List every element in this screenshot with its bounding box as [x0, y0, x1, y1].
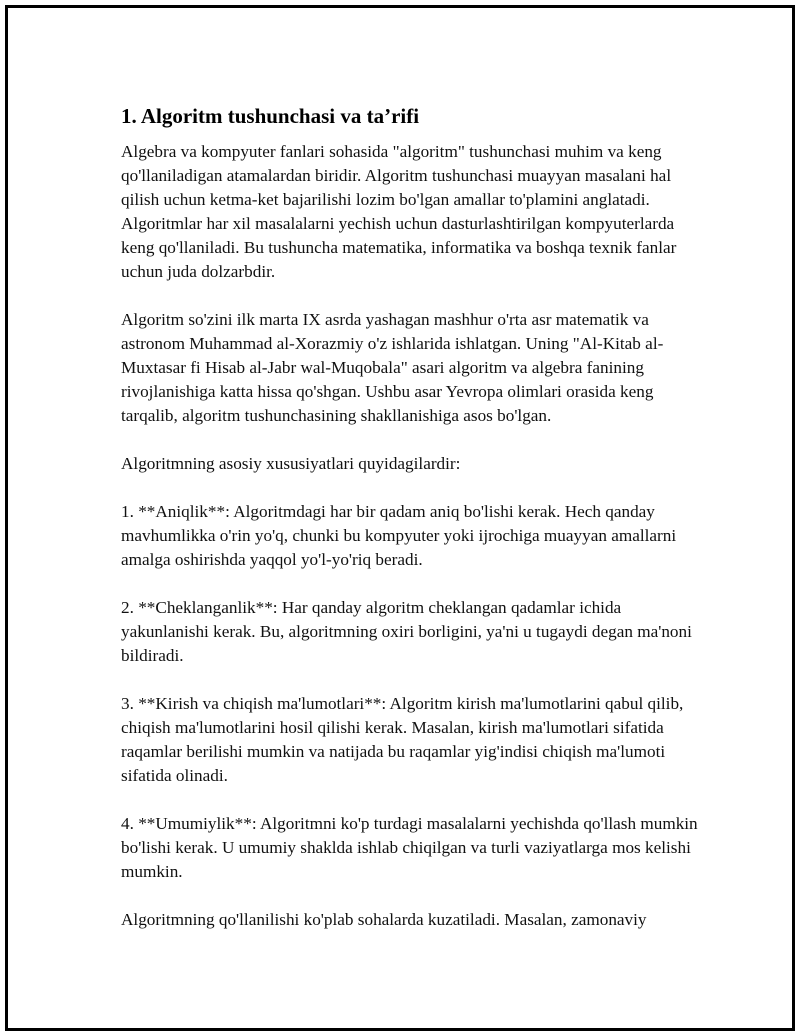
list-item-umumiylik: 4. **Umumiylik**: Algoritmni ko'p turdagi masalalarni yechishda qo'llash mumkin bo'lishi kerak. U umumiy shaklda ishlab chiqilgan va turli vaziyatlarga mos kelishi mumkin. [121, 814, 698, 881]
list-item-cheklanganlik: 2. **Cheklanganlik**: Har qanday algoritm cheklangan qadamlar ichida yakunlanishi kerak. Bu, algoritmning oxiri borligini, ya'ni u tugaydi degan ma'noni bildiradi. [121, 598, 692, 665]
page-frame [5, 5, 795, 1031]
list-item-aniqlik: 1. **Aniqlik**: Algoritmdagi har bir qadam aniq bo'lishi kerak. Hech qanday mavhumlikka o'rin yo'q, chunki bu kompyuter yoki ijrochiga muayyan amallarni amalga oshirishda yaqqol yo'l-yo'riq beradi. [121, 502, 677, 569]
paragraph-intro: Algebra va kompyuter fanlari sohasida "algoritm" tushunchasi muhim va keng qo'llaniladigan atamalardan biridir. Algoritm tushunchasi muayyan masalani hal qilish uchun ketma-ket bajarilishi lozim bo'lgan amallar to'plamini anglatadi. Algoritmlar har xil masalalarni yechish uchun dasturlashtirilgan kompyuterlarda keng qo'llaniladi. Bu tushuncha matematika, informatika va boshqa texnik fanlar uchun juda dolzarbdir. [121, 142, 677, 281]
document-body [121, 104, 701, 932]
paragraph-applications: Algoritmning qo'llanilishi ko'plab sohalarda kuzatiladi. Masalan, zamonaviy [121, 910, 647, 929]
paragraph-history: Algoritm so'zini ilk marta IX asrda yashagan mashhur o'rta asr matematik va astronom Muhammad al-Xorazmiy o'z ishlarida ishlatgan. Uning "Al-Kitab al-Muxtasar fi Hisab al-Jabr wal-Muqobala" asari algoritm va algebra fanining rivojlanishiga katta hissa qo'shgan. Ushbu asar Yevropa olimlari orasida keng tarqalib, algoritm tushunchasining shakllanishiga asos bo'lgan. [121, 310, 664, 425]
section-heading: 1. Algoritm tushunchasi va ta’rifi [121, 104, 420, 128]
paragraph-properties-intro: Algoritmning asosiy xususiyatlari quyidagilardir: [121, 454, 461, 473]
list-item-kirish-chiqish: 3. **Kirish va chiqish ma'lumotlari**: Algoritm kirish ma'lumotlarini qabul qilib, chiqish ma'lumotlarini hosil qilishi kerak. Masalan, kirish ma'lumotlari sifatida raqamlar berilishi mumkin va natijada bu raqamlar yig'indisi chiqish ma'lumoti sifatida olinadi. [121, 694, 684, 785]
